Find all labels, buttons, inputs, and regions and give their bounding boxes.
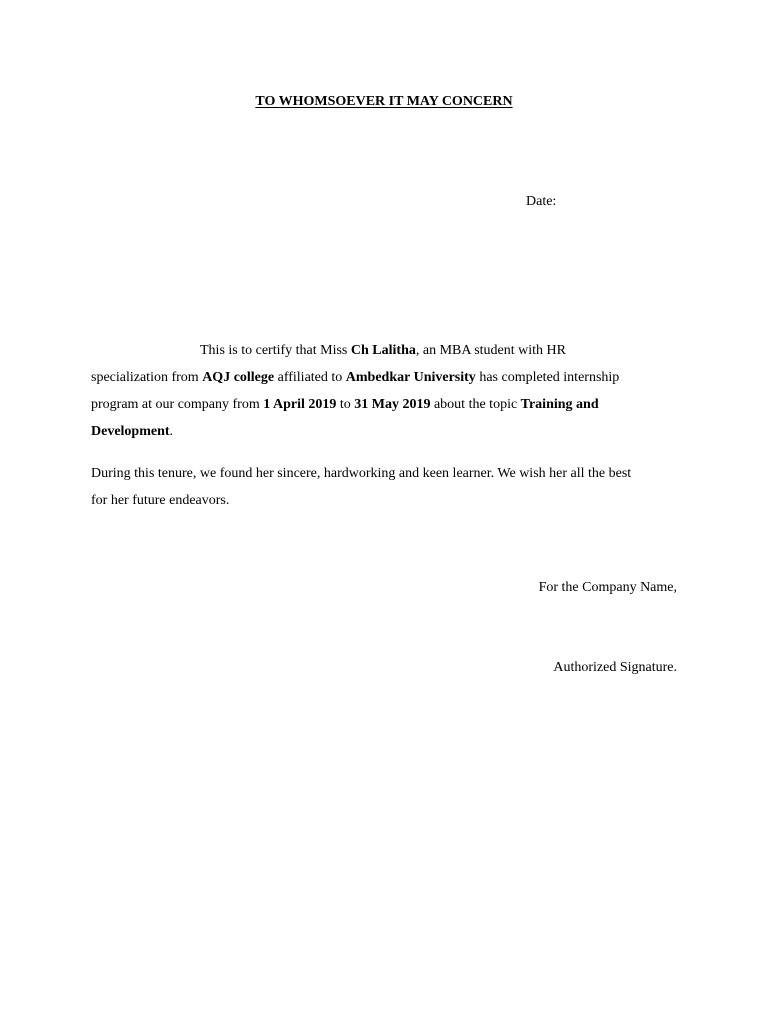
heading-text: TO WHOMSOEVER IT MAY CONCERN [255,94,513,109]
paragraph-line [91,418,691,445]
closing-line: For the Company Name, [538,580,677,595]
text-span: . [169,424,174,439]
text-span: about the topic [430,397,521,412]
university-name: Ambedkar University [345,370,476,385]
paragraph-line [91,391,691,418]
text-span: affiliated to [274,370,346,385]
document-heading [0,94,768,110]
topic-part2: Development [91,424,170,439]
college-name: AQJ college [202,370,275,385]
text-span: to [336,397,355,412]
end-date: 31 May 2019 [354,397,431,412]
text-span: This is to certify that Miss [200,343,351,358]
paragraph-line: During this tenure, we found her sincere, hardworking and keen learner. We wish her all the best [91,466,632,481]
text-span: , an MBA student with HR [415,343,566,358]
paragraph-line: for her future endeavors. [91,493,230,508]
paragraph-line [91,364,691,391]
start-date: 1 April 2019 [263,397,337,412]
evaluation-paragraph [91,460,691,514]
student-name: Ch Lalitha [350,343,416,358]
topic-part1: Training and [520,397,599,412]
date-label: Date: [526,194,557,209]
certification-paragraph [91,337,691,445]
signature-line: Authorized Signature. [553,660,677,675]
text-span: program at our company from [91,397,264,412]
text-span: specialization from [91,370,203,385]
text-span: has completed internship [475,370,620,385]
paragraph-line [91,337,691,364]
